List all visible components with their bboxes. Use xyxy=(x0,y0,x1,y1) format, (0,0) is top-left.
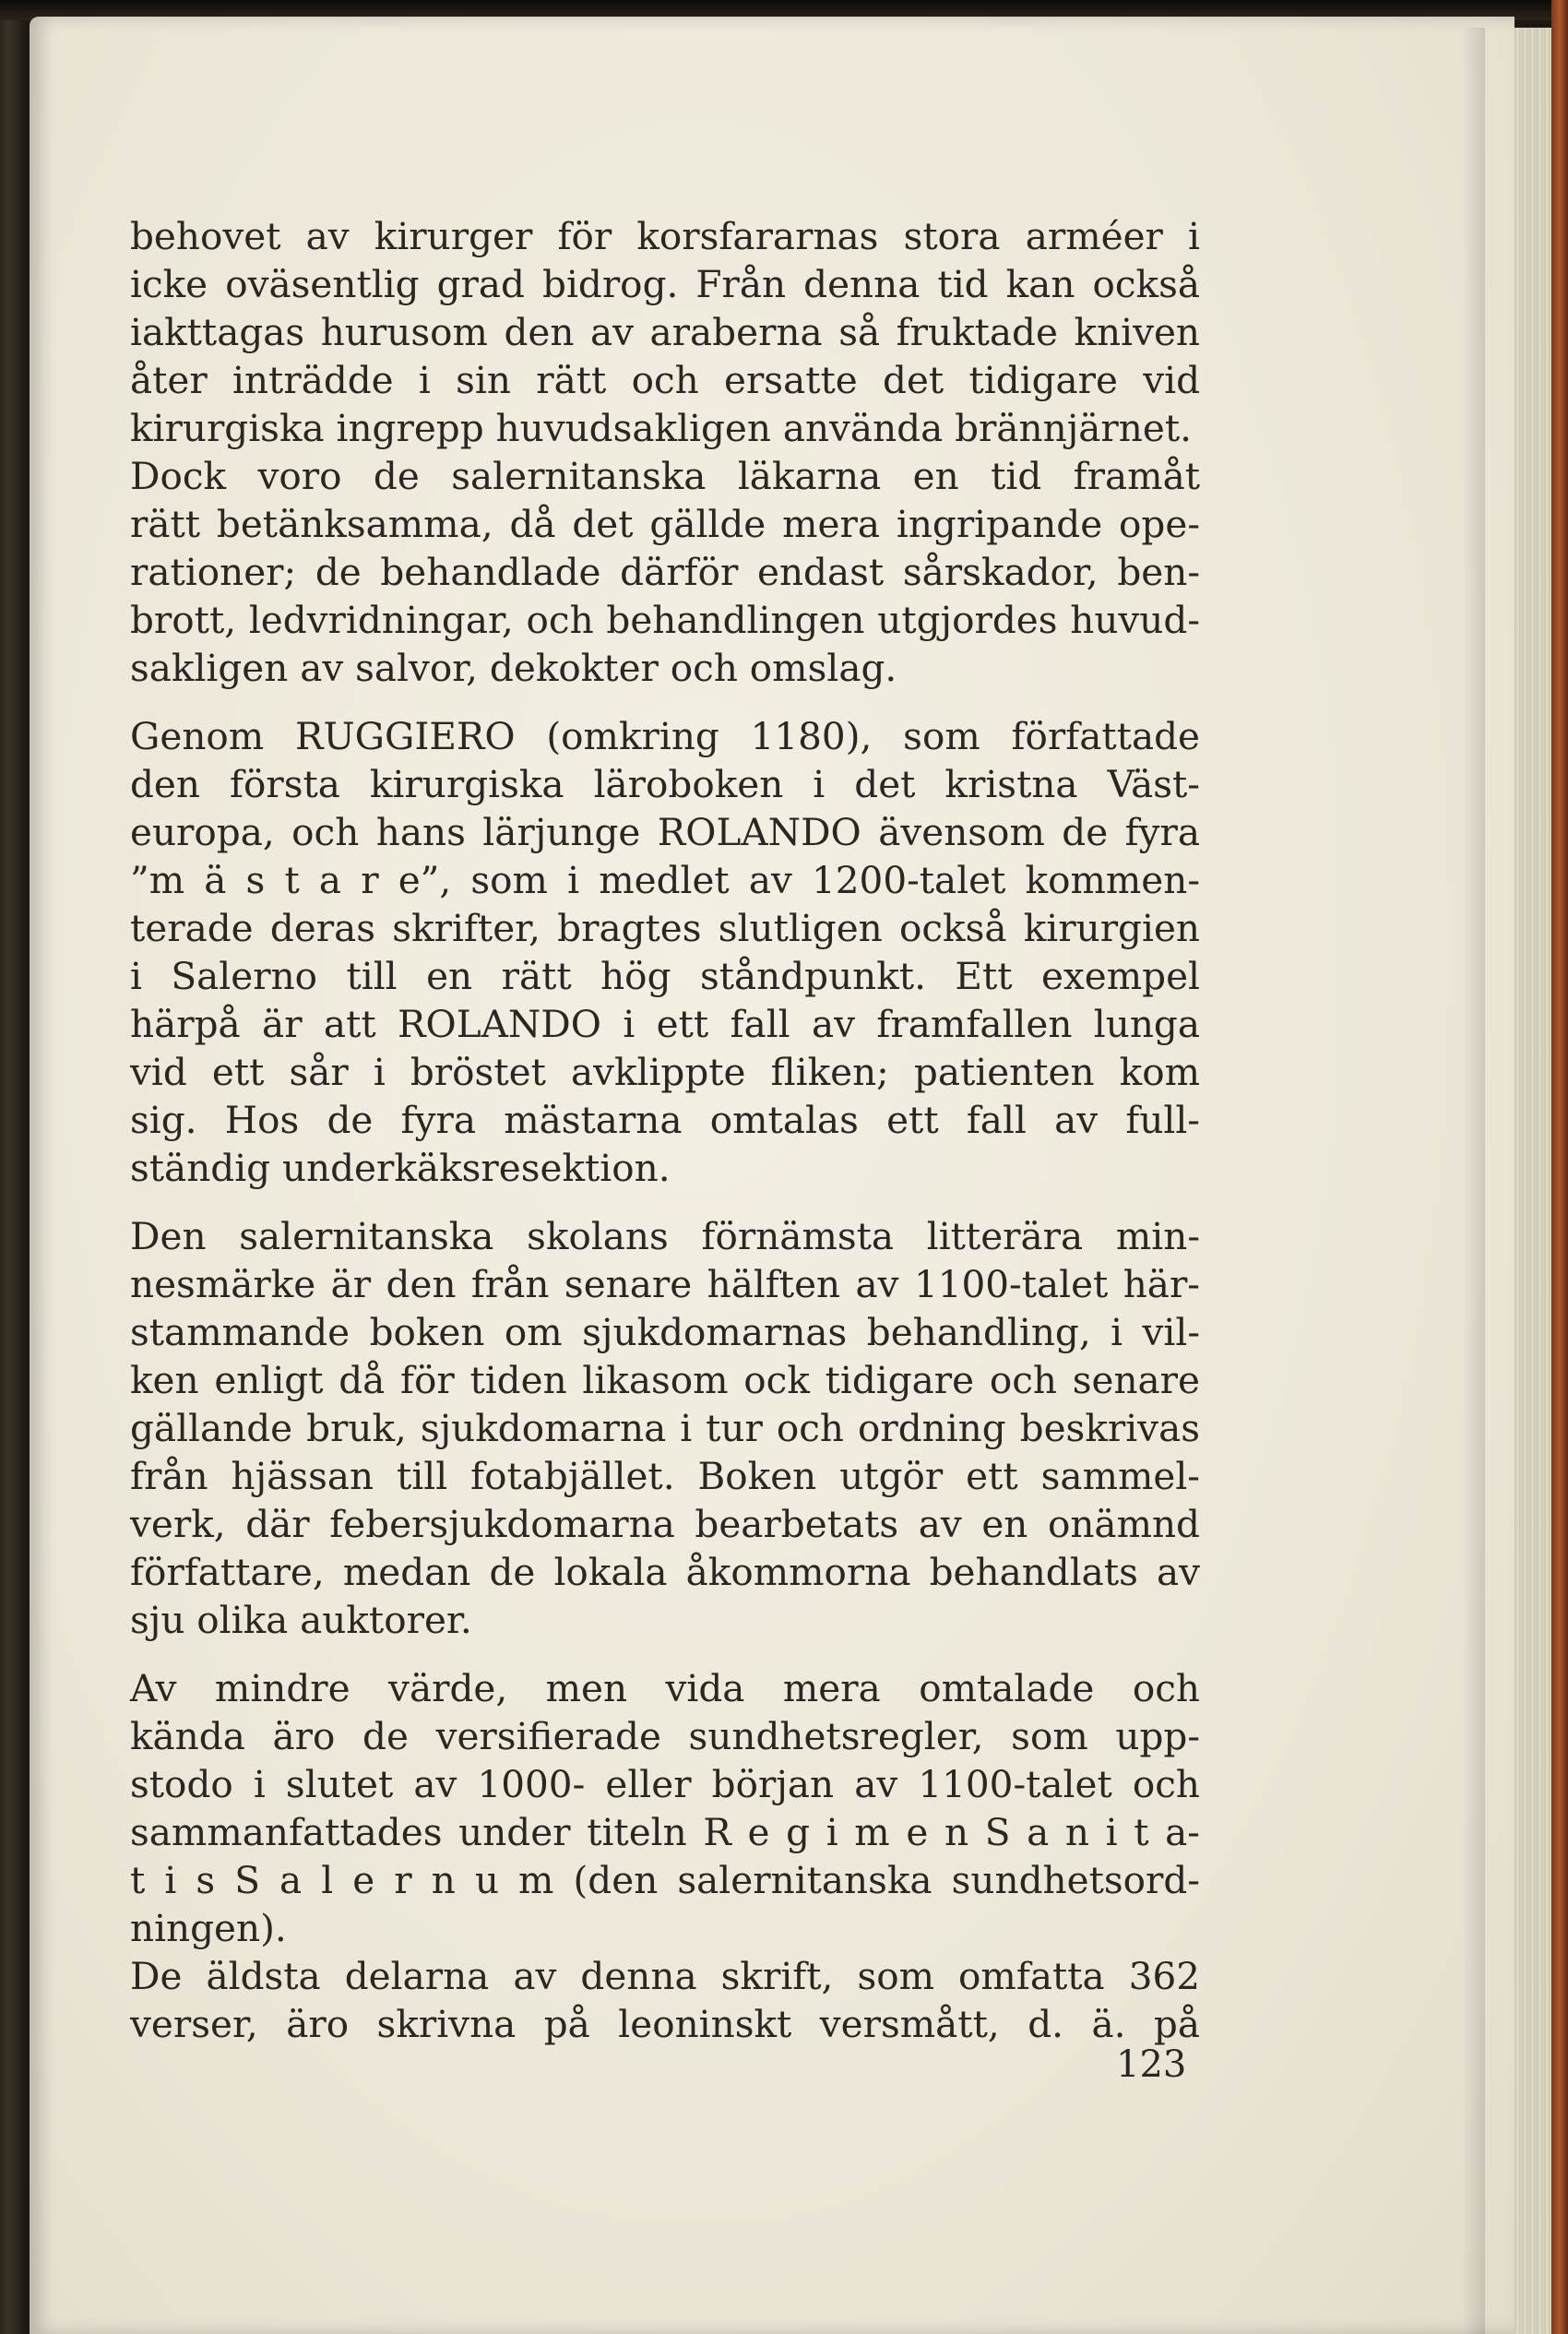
text-line: De äldsta delarna av denna skrift, som omfatta 362 xyxy=(130,1954,1200,1998)
text-line: stodo i slutet av 1000- eller början av 1100-talet och xyxy=(130,1762,1200,1806)
paragraph xyxy=(130,1664,1200,1952)
text-line: kirurgiska ingrepp huvudsakligen använda brännjärnet. xyxy=(130,406,1192,450)
text-line: sju olika auktorer. xyxy=(130,1598,472,1642)
text-line: nesmärke är den från senare hälften av 1100-talet här- xyxy=(130,1262,1200,1306)
text-line: den första kirurgiska läroboken i det kristna Väst- xyxy=(130,762,1200,806)
text-line: iakttagas hurusom den av araberna så fruktade kniven xyxy=(130,310,1200,354)
text-line: i Salerno till en rätt hög ståndpunkt. Ett exempel xyxy=(130,954,1200,998)
text-line: verk, där febersjukdomarna bearbetats av en onämnd xyxy=(130,1502,1200,1546)
text-line: sammanfattades under titeln R e g i m e n S a n i t a- xyxy=(130,1810,1200,1854)
text-line: från hjässan till fotabjället. Boken utgör ett sammel- xyxy=(130,1454,1200,1498)
paragraph xyxy=(130,712,1200,1192)
text-line: Genom RUGGIERO (omkring 1180), som författade xyxy=(130,714,1200,758)
paragraph xyxy=(130,1952,1200,2048)
text-line: sig. Hos de fyra mästarna omtalas ett fall av full- xyxy=(130,1098,1200,1142)
text-line: författare, medan de lokala åkommorna behandlats av xyxy=(130,1550,1200,1594)
text-line: sakligen av salvor, dekokter och omslag. xyxy=(130,646,897,690)
text-line: vid ett sår i bröstet avklippte fliken; patienten kom xyxy=(130,1050,1200,1094)
text-line: rationer; de behandlade därför endast sårskador, ben- xyxy=(130,550,1200,594)
text-line: behovet av kirurger för korsfararnas stora arméer i xyxy=(130,214,1200,258)
paragraph xyxy=(130,1212,1200,1644)
paragraph-gap xyxy=(130,1192,1200,1212)
text-line: Dock voro de salernitanska läkarna en tid framåt xyxy=(130,454,1200,498)
book-cover-edge xyxy=(1551,0,1568,2334)
text-line: åter inträdde i sin rätt och ersatte det tidigare vid xyxy=(130,358,1200,402)
text-line: Den salernitanska skolans förnämsta litterära min- xyxy=(130,1214,1200,1258)
page-shadow xyxy=(1462,28,1485,2334)
text-line: europa, och hans lärjunge ROLANDO ävensom de fyra xyxy=(130,810,1200,854)
paragraph-gap xyxy=(130,1644,1200,1664)
text-line: kända äro de versifierade sundhetsregler, som upp- xyxy=(130,1714,1200,1758)
text-line: gällande bruk, sjukdomarna i tur och ordning beskrivas xyxy=(130,1406,1200,1450)
page-number: 123 xyxy=(1116,2043,1187,2086)
text-line: terade deras skrifter, bragtes slutligen också kirurgien xyxy=(130,906,1200,950)
text-line: Av mindre värde, men vida mera omtalade och xyxy=(130,1666,1200,1710)
body-text xyxy=(130,212,1200,2048)
text-line: ”m ä s t a r e”, som i medlet av 1200-talet kommen- xyxy=(130,858,1200,902)
text-line: icke oväsentlig grad bidrog. Från denna tid kan också xyxy=(130,262,1200,306)
text-line: ningen). xyxy=(130,1906,287,1950)
text-line: härpå är att ROLANDO i ett fall av framfallen lunga xyxy=(130,1002,1200,1046)
paragraph xyxy=(130,212,1200,452)
text-line: t i s S a l e r n u m (den salernitanska sundhetsord- xyxy=(130,1858,1200,1902)
paragraph xyxy=(130,452,1200,692)
text-line: ken enligt då för tiden likasom ock tidigare och senare xyxy=(130,1358,1200,1402)
text-line: ständig underkäksresektion. xyxy=(130,1146,671,1190)
text-line: brott, ledvridningar, och behandlingen utgjordes huvud- xyxy=(130,598,1200,642)
text-line: stammande boken om sjukdomarnas behandling, i vil- xyxy=(130,1310,1200,1354)
paragraph-gap xyxy=(130,692,1200,712)
text-line: verser, äro skrivna på leoninskt versmått, d. ä. på xyxy=(130,2002,1200,2046)
text-line: rätt betänksamma, då det gällde mera ingripande ope- xyxy=(130,502,1200,546)
